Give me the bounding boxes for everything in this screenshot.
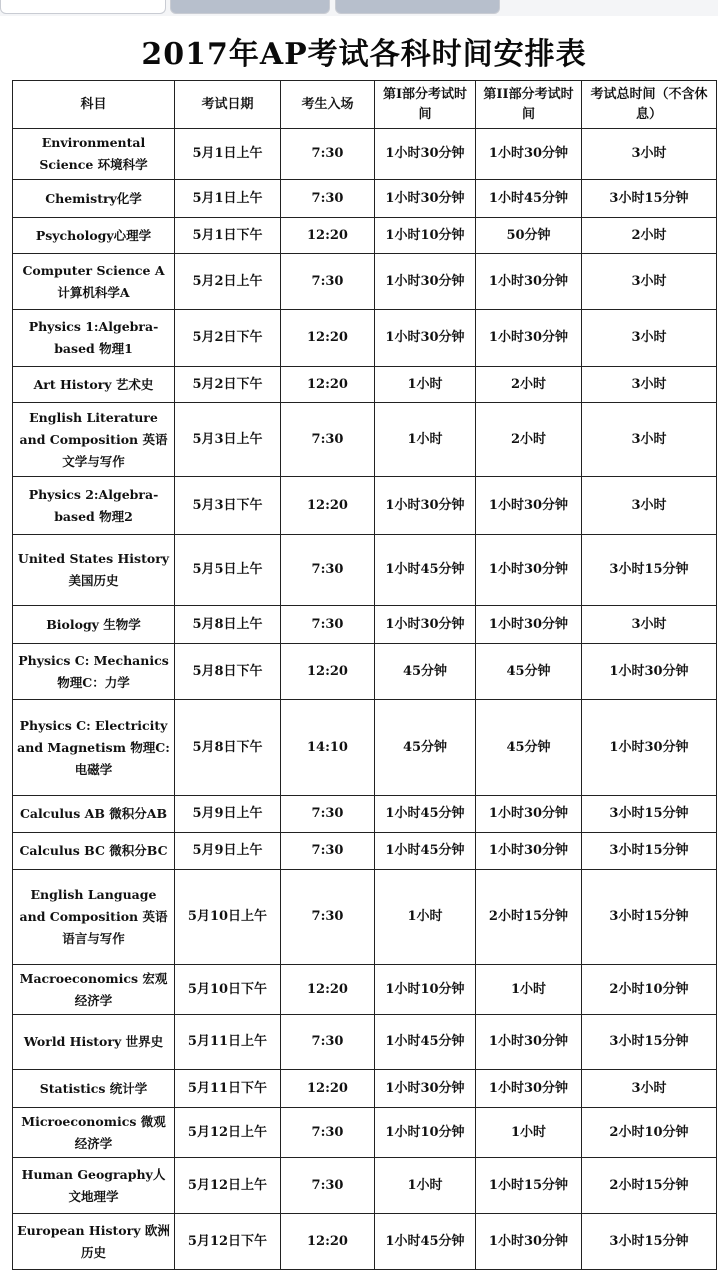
part2-cell: 1小时30分钟 bbox=[476, 796, 582, 833]
subject-cell: World History 世界史 bbox=[13, 1015, 175, 1070]
total-cell: 3小时15分钟 bbox=[582, 180, 717, 218]
date-cell: 5月10日上午 bbox=[175, 870, 281, 965]
table-row bbox=[13, 700, 717, 796]
date-cell: 5月10日下午 bbox=[175, 965, 281, 1015]
part2-cell: 1小时 bbox=[476, 965, 582, 1015]
subject-cell: Physics C: Electricity and Magnetism 物理C:电磁学 bbox=[13, 700, 175, 796]
part2-cell: 1小时30分钟 bbox=[476, 833, 582, 870]
subject-cell: Human Geography人文地理学 bbox=[13, 1158, 175, 1214]
date-cell: 5月2日下午 bbox=[175, 310, 281, 367]
part2-cell: 1小时30分钟 bbox=[476, 1214, 582, 1270]
table-row bbox=[13, 1015, 717, 1070]
total-cell: 1小时30分钟 bbox=[582, 700, 717, 796]
total-cell: 2小时10分钟 bbox=[582, 965, 717, 1015]
subject-cell: Calculus AB 微积分AB bbox=[13, 796, 175, 833]
total-cell: 3小时 bbox=[582, 477, 717, 535]
table-row bbox=[13, 606, 717, 644]
part1-cell: 1小时30分钟 bbox=[375, 254, 476, 310]
subject-cell: Macroeconomics 宏观经济学 bbox=[13, 965, 175, 1015]
total-cell: 3小时 bbox=[582, 1070, 717, 1108]
date-cell: 5月2日上午 bbox=[175, 254, 281, 310]
header-exam-date: 考试日期 bbox=[175, 81, 281, 129]
part2-cell: 1小时45分钟 bbox=[476, 180, 582, 218]
subject-cell: Statistics 统计学 bbox=[13, 1070, 175, 1108]
table-row bbox=[13, 535, 717, 606]
part1-cell: 1小时30分钟 bbox=[375, 129, 476, 180]
entry-cell: 12:20 bbox=[281, 965, 375, 1015]
header-part2-time: 第II部分考试时间 bbox=[476, 81, 582, 129]
date-cell: 5月12日上午 bbox=[175, 1158, 281, 1214]
table-row bbox=[13, 218, 717, 254]
total-cell: 3小时15分钟 bbox=[582, 1214, 717, 1270]
entry-cell: 7:30 bbox=[281, 254, 375, 310]
entry-cell: 12:20 bbox=[281, 644, 375, 700]
subject-cell: Physics 1:Algebra-based 物理1 bbox=[13, 310, 175, 367]
date-cell: 5月2日下午 bbox=[175, 367, 281, 403]
table-row bbox=[13, 477, 717, 535]
part2-cell: 2小时 bbox=[476, 403, 582, 477]
subject-cell: Art History 艺术史 bbox=[13, 367, 175, 403]
date-cell: 5月1日下午 bbox=[175, 218, 281, 254]
part1-cell: 1小时 bbox=[375, 1158, 476, 1214]
header-subject: 科目 bbox=[13, 81, 175, 129]
part1-cell: 1小时10分钟 bbox=[375, 1108, 476, 1158]
total-cell: 3小时 bbox=[582, 254, 717, 310]
total-cell: 3小时15分钟 bbox=[582, 535, 717, 606]
part2-cell: 1小时30分钟 bbox=[476, 310, 582, 367]
subject-cell: Environmental Science 环境科学 bbox=[13, 129, 175, 180]
subject-cell: Psychology心理学 bbox=[13, 218, 175, 254]
browser-tab-active[interactable] bbox=[0, 0, 166, 14]
part1-cell: 1小时30分钟 bbox=[375, 477, 476, 535]
part1-cell: 45分钟 bbox=[375, 700, 476, 796]
subject-cell: Physics C: Mechanics 物理C：力学 bbox=[13, 644, 175, 700]
part1-cell: 45分钟 bbox=[375, 644, 476, 700]
entry-cell: 7:30 bbox=[281, 870, 375, 965]
part2-cell: 2小时15分钟 bbox=[476, 870, 582, 965]
part2-cell: 1小时30分钟 bbox=[476, 129, 582, 180]
part1-cell: 1小时30分钟 bbox=[375, 180, 476, 218]
table-row bbox=[13, 965, 717, 1015]
total-cell: 1小时30分钟 bbox=[582, 644, 717, 700]
date-cell: 5月9日上午 bbox=[175, 833, 281, 870]
table-row bbox=[13, 403, 717, 477]
part1-cell: 1小时45分钟 bbox=[375, 833, 476, 870]
part1-cell: 1小时10分钟 bbox=[375, 218, 476, 254]
date-cell: 5月12日下午 bbox=[175, 1214, 281, 1270]
page-title: 2017年AP考试各科时间安排表 bbox=[141, 37, 587, 72]
header-part1-time: 第I部分考试时间 bbox=[375, 81, 476, 129]
part1-cell: 1小时30分钟 bbox=[375, 1070, 476, 1108]
total-cell: 3小时 bbox=[582, 129, 717, 180]
table-row bbox=[13, 180, 717, 218]
subject-cell: United States History 美国历史 bbox=[13, 535, 175, 606]
part2-cell: 1小时 bbox=[476, 1108, 582, 1158]
total-cell: 3小时 bbox=[582, 367, 717, 403]
date-cell: 5月8日上午 bbox=[175, 606, 281, 644]
date-cell: 5月9日上午 bbox=[175, 796, 281, 833]
entry-cell: 7:30 bbox=[281, 1158, 375, 1214]
part1-cell: 1小时 bbox=[375, 367, 476, 403]
subject-cell: Chemistry化学 bbox=[13, 180, 175, 218]
date-cell: 5月8日下午 bbox=[175, 644, 281, 700]
date-cell: 5月11日上午 bbox=[175, 1015, 281, 1070]
total-cell: 3小时 bbox=[582, 310, 717, 367]
part2-cell: 1小时30分钟 bbox=[476, 254, 582, 310]
part2-cell: 45分钟 bbox=[476, 644, 582, 700]
header-entry-time: 考生入场 bbox=[281, 81, 375, 129]
date-cell: 5月1日上午 bbox=[175, 129, 281, 180]
part2-cell: 1小时30分钟 bbox=[476, 606, 582, 644]
part1-cell: 1小时30分钟 bbox=[375, 310, 476, 367]
entry-cell: 12:20 bbox=[281, 218, 375, 254]
entry-cell: 12:20 bbox=[281, 477, 375, 535]
browser-tab[interactable] bbox=[335, 0, 500, 14]
entry-cell: 12:20 bbox=[281, 1214, 375, 1270]
subject-cell: English Language and Composition 英语语言与写作 bbox=[13, 870, 175, 965]
part1-cell: 1小时45分钟 bbox=[375, 535, 476, 606]
part2-cell: 2小时 bbox=[476, 367, 582, 403]
entry-cell: 12:20 bbox=[281, 310, 375, 367]
entry-cell: 7:30 bbox=[281, 796, 375, 833]
part2-cell: 1小时30分钟 bbox=[476, 1070, 582, 1108]
total-cell: 3小时 bbox=[582, 403, 717, 477]
entry-cell: 12:20 bbox=[281, 1070, 375, 1108]
exam-schedule-table bbox=[12, 80, 717, 1270]
table-row bbox=[13, 1214, 717, 1270]
table-row bbox=[13, 1158, 717, 1214]
part1-cell: 1小时30分钟 bbox=[375, 606, 476, 644]
part2-cell: 1小时30分钟 bbox=[476, 477, 582, 535]
date-cell: 5月3日下午 bbox=[175, 477, 281, 535]
part1-cell: 1小时45分钟 bbox=[375, 796, 476, 833]
total-cell: 3小时15分钟 bbox=[582, 1015, 717, 1070]
subject-cell: Calculus BC 微积分BC bbox=[13, 833, 175, 870]
header-row bbox=[13, 81, 717, 129]
table-row bbox=[13, 796, 717, 833]
part1-cell: 1小时45分钟 bbox=[375, 1214, 476, 1270]
table-row bbox=[13, 870, 717, 965]
table-row bbox=[13, 1108, 717, 1158]
part1-cell: 1小时 bbox=[375, 870, 476, 965]
entry-cell: 7:30 bbox=[281, 1015, 375, 1070]
part1-cell: 1小时 bbox=[375, 403, 476, 477]
total-cell: 2小时 bbox=[582, 218, 717, 254]
subject-cell: Physics 2:Algebra-based 物理2 bbox=[13, 477, 175, 535]
part2-cell: 1小时30分钟 bbox=[476, 1015, 582, 1070]
entry-cell: 7:30 bbox=[281, 180, 375, 218]
entry-cell: 7:30 bbox=[281, 833, 375, 870]
date-cell: 5月11日下午 bbox=[175, 1070, 281, 1108]
table-row bbox=[13, 129, 717, 180]
subject-cell: Biology 生物学 bbox=[13, 606, 175, 644]
total-cell: 2小时15分钟 bbox=[582, 1158, 717, 1214]
subject-cell: European History 欧洲历史 bbox=[13, 1214, 175, 1270]
entry-cell: 7:30 bbox=[281, 403, 375, 477]
part2-cell: 50分钟 bbox=[476, 218, 582, 254]
table-row bbox=[13, 310, 717, 367]
total-cell: 3小时15分钟 bbox=[582, 833, 717, 870]
entry-cell: 7:30 bbox=[281, 606, 375, 644]
date-cell: 5月3日上午 bbox=[175, 403, 281, 477]
subject-cell: English Literature and Composition 英语文学与写作 bbox=[13, 403, 175, 477]
date-cell: 5月5日上午 bbox=[175, 535, 281, 606]
total-cell: 3小时15分钟 bbox=[582, 870, 717, 965]
part1-cell: 1小时10分钟 bbox=[375, 965, 476, 1015]
part2-cell: 45分钟 bbox=[476, 700, 582, 796]
total-cell: 3小时 bbox=[582, 606, 717, 644]
date-cell: 5月1日上午 bbox=[175, 180, 281, 218]
entry-cell: 7:30 bbox=[281, 535, 375, 606]
browser-tab[interactable] bbox=[170, 0, 330, 14]
entry-cell: 7:30 bbox=[281, 1108, 375, 1158]
browser-tab-bar bbox=[0, 0, 718, 16]
part1-cell: 1小时45分钟 bbox=[375, 1015, 476, 1070]
date-cell: 5月8日下午 bbox=[175, 700, 281, 796]
table-row bbox=[13, 644, 717, 700]
subject-cell: Microeconomics 微观经济学 bbox=[13, 1108, 175, 1158]
table-row bbox=[13, 1070, 717, 1108]
total-cell: 2小时10分钟 bbox=[582, 1108, 717, 1158]
subject-cell: Computer Science A 计算机科学A bbox=[13, 254, 175, 310]
header-total-time: 考试总时间（不含休息） bbox=[582, 81, 717, 129]
entry-cell: 7:30 bbox=[281, 129, 375, 180]
table-row bbox=[13, 254, 717, 310]
table-row bbox=[13, 367, 717, 403]
date-cell: 5月12日上午 bbox=[175, 1108, 281, 1158]
table-row bbox=[13, 833, 717, 870]
part2-cell: 1小时15分钟 bbox=[476, 1158, 582, 1214]
entry-cell: 14:10 bbox=[281, 700, 375, 796]
total-cell: 3小时15分钟 bbox=[582, 796, 717, 833]
part2-cell: 1小时30分钟 bbox=[476, 535, 582, 606]
entry-cell: 12:20 bbox=[281, 367, 375, 403]
